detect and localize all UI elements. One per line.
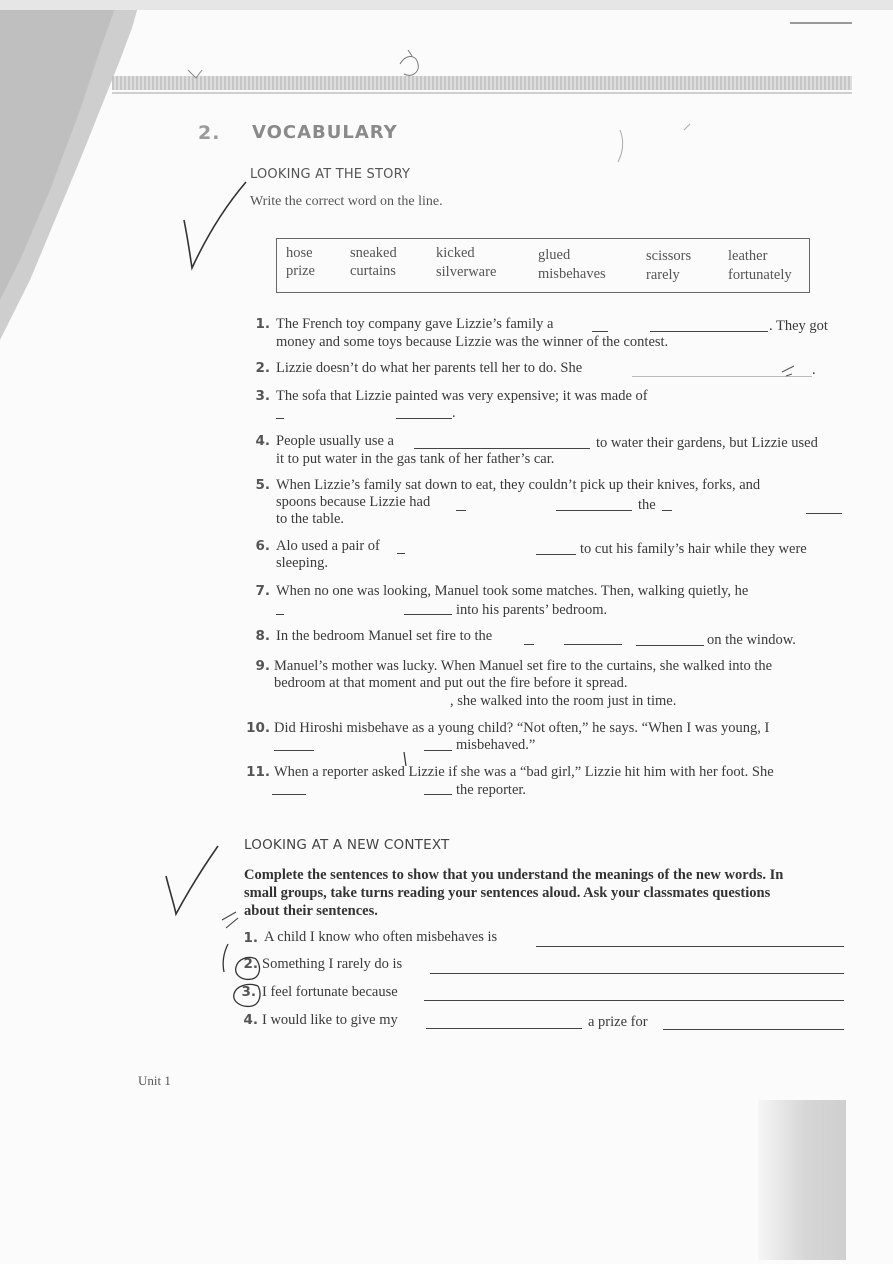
word: silverware bbox=[436, 264, 497, 280]
item-text: When Lizzie’s family sat down to eat, they couldn’t pick up their knives, forks, and bbox=[276, 477, 761, 493]
item-text: In the bedroom Manuel set fire to the bbox=[276, 628, 493, 644]
answer-line[interactable] bbox=[663, 1029, 844, 1030]
item-number: 7. bbox=[255, 583, 270, 599]
answer-blank[interactable] bbox=[564, 644, 622, 645]
item-text: to water their gardens, but Lizzie used bbox=[596, 435, 818, 451]
part2-instruction: small groups, take turns reading your sentences aloud. Ask your classmates questions bbox=[244, 885, 771, 901]
item-text: Something I rarely do is bbox=[262, 956, 403, 972]
word: prize bbox=[286, 263, 315, 279]
item-number: 8. bbox=[255, 628, 270, 644]
scan-shadow-corner bbox=[758, 1100, 846, 1260]
unit-label: Unit 1 bbox=[138, 1073, 171, 1088]
word: fortunately bbox=[728, 267, 792, 283]
item-text: A child I know who often misbehaves is bbox=[264, 929, 498, 945]
pen-doodle-icon bbox=[684, 124, 690, 130]
answer-blank[interactable] bbox=[396, 418, 452, 419]
item-number: 11. bbox=[246, 764, 270, 780]
item-text: , she walked into the room just in time. bbox=[450, 693, 677, 709]
item-text: The French toy company gave Lizzie’s family a bbox=[276, 316, 554, 332]
item-text: I feel fortunate because bbox=[262, 984, 398, 1000]
answer-blank[interactable] bbox=[276, 418, 284, 419]
item-text: spoons because Lizzie had bbox=[276, 494, 431, 510]
answer-blank[interactable] bbox=[414, 448, 590, 449]
word: leather bbox=[728, 248, 768, 264]
item-number: 10. bbox=[246, 720, 270, 736]
item-text: Alo used a pair of bbox=[276, 538, 380, 554]
item-text: The sofa that Lizzie painted was very expensive; it was made of bbox=[276, 388, 648, 404]
answer-blank[interactable] bbox=[274, 750, 314, 751]
item-number: 4. bbox=[255, 433, 270, 449]
item-text: money and some toys because Lizzie was the winner of the contest. bbox=[276, 334, 669, 350]
answer-blank[interactable] bbox=[536, 554, 576, 555]
item-number: 3. bbox=[255, 388, 270, 404]
answer-blank[interactable] bbox=[662, 510, 672, 511]
answer-blank[interactable] bbox=[272, 794, 306, 795]
item-text: . bbox=[452, 405, 456, 421]
answer-line[interactable] bbox=[536, 946, 844, 947]
part2-instruction: Complete the sentences to show that you understand the meanings of the new words. In bbox=[244, 867, 784, 883]
item-text: misbehaved.” bbox=[456, 737, 536, 753]
item-number: 5. bbox=[255, 477, 270, 493]
looking-at-story-heading: LOOKING AT THE STORY bbox=[250, 167, 411, 182]
item-text: the bbox=[638, 497, 656, 513]
word: scissors bbox=[646, 248, 692, 264]
word: glued bbox=[538, 247, 571, 263]
item-text: Did Hiroshi misbehave as a young child? “Not often,” he says. “When I was young, I bbox=[274, 720, 770, 736]
answer-blank[interactable] bbox=[397, 553, 405, 554]
item-text: bedroom at that moment and put out the fire before it spread. bbox=[274, 675, 628, 691]
answer-line[interactable] bbox=[424, 1000, 844, 1001]
word: kicked bbox=[436, 245, 475, 261]
answer-line[interactable] bbox=[430, 973, 844, 974]
answer-blank[interactable] bbox=[556, 510, 632, 511]
item-text: a prize for bbox=[588, 1014, 648, 1030]
new-context-heading: LOOKING AT A NEW CONTEXT bbox=[244, 837, 450, 853]
pen-doodle-icon bbox=[618, 130, 623, 162]
header-band bbox=[112, 76, 852, 90]
answer-line[interactable] bbox=[426, 1028, 582, 1029]
section-title: VOCABULARY bbox=[252, 122, 398, 143]
item-number: 2. bbox=[255, 360, 270, 376]
answer-blank[interactable] bbox=[650, 331, 768, 332]
item-number: 6. bbox=[255, 538, 270, 554]
item-text: into his parents’ bedroom. bbox=[456, 602, 608, 618]
item-text: the reporter. bbox=[456, 782, 527, 798]
answer-blank[interactable] bbox=[424, 794, 452, 795]
answer-blank[interactable] bbox=[456, 510, 466, 511]
pen-doodle-icon bbox=[782, 366, 794, 376]
answer-blank[interactable] bbox=[592, 331, 608, 332]
answer-blank[interactable] bbox=[524, 644, 534, 645]
item-text: When no one was looking, Manuel took some matches. Then, walking quietly, he bbox=[276, 583, 749, 599]
word: rarely bbox=[646, 267, 680, 283]
pen-doodle-icon bbox=[400, 50, 418, 75]
checkmark-icon bbox=[166, 846, 218, 914]
item-text: it to put water in the gas tank of her father’s car. bbox=[276, 451, 555, 467]
item-number: 9. bbox=[255, 658, 270, 674]
item-text: Manuel’s mother was lucky. When Manuel set fire to the curtains, she walked into the bbox=[274, 658, 773, 674]
item-number: 1. bbox=[255, 316, 270, 332]
item-text: to the table. bbox=[276, 511, 345, 527]
item-text: People usually use a bbox=[276, 433, 394, 449]
answer-blank[interactable] bbox=[806, 513, 842, 514]
item-text: . They got bbox=[769, 318, 828, 334]
item-text: . bbox=[812, 362, 816, 378]
pen-doodle-icon bbox=[222, 912, 238, 928]
section-number: 2. bbox=[198, 122, 221, 144]
word: curtains bbox=[350, 263, 396, 279]
word: misbehaves bbox=[538, 266, 606, 282]
item-number: 3. bbox=[241, 984, 256, 1000]
item-text: When a reporter asked Lizzie if she was a “bad girl,” Lizzie hit him with her foot. She bbox=[274, 764, 774, 780]
answer-blank[interactable] bbox=[404, 614, 452, 615]
item-number: 1. bbox=[243, 930, 258, 946]
bracket-mark-icon bbox=[223, 944, 228, 972]
item-text: on the window. bbox=[707, 632, 796, 648]
item-number: 4. bbox=[243, 1012, 258, 1028]
item-text: Lizzie doesn’t do what her parents tell her to do. She bbox=[276, 360, 583, 376]
corner-rule bbox=[790, 22, 852, 24]
answer-blank[interactable] bbox=[276, 614, 284, 615]
answer-blank[interactable] bbox=[632, 376, 812, 377]
item-number: 2. bbox=[243, 956, 258, 972]
header-rule bbox=[112, 92, 852, 94]
checkmark-icon bbox=[184, 182, 246, 268]
item-text: I would like to give my bbox=[262, 1012, 398, 1028]
item-text: to cut his family’s hair while they were bbox=[580, 541, 807, 557]
part1-instruction: Write the correct word on the line. bbox=[250, 194, 443, 209]
answer-blank[interactable] bbox=[636, 645, 704, 646]
answer-blank[interactable] bbox=[424, 750, 452, 751]
word: sneaked bbox=[350, 245, 397, 261]
item-text: sleeping. bbox=[276, 555, 328, 571]
word: hose bbox=[286, 245, 313, 261]
part2-instruction: about their sentences. bbox=[244, 903, 378, 919]
